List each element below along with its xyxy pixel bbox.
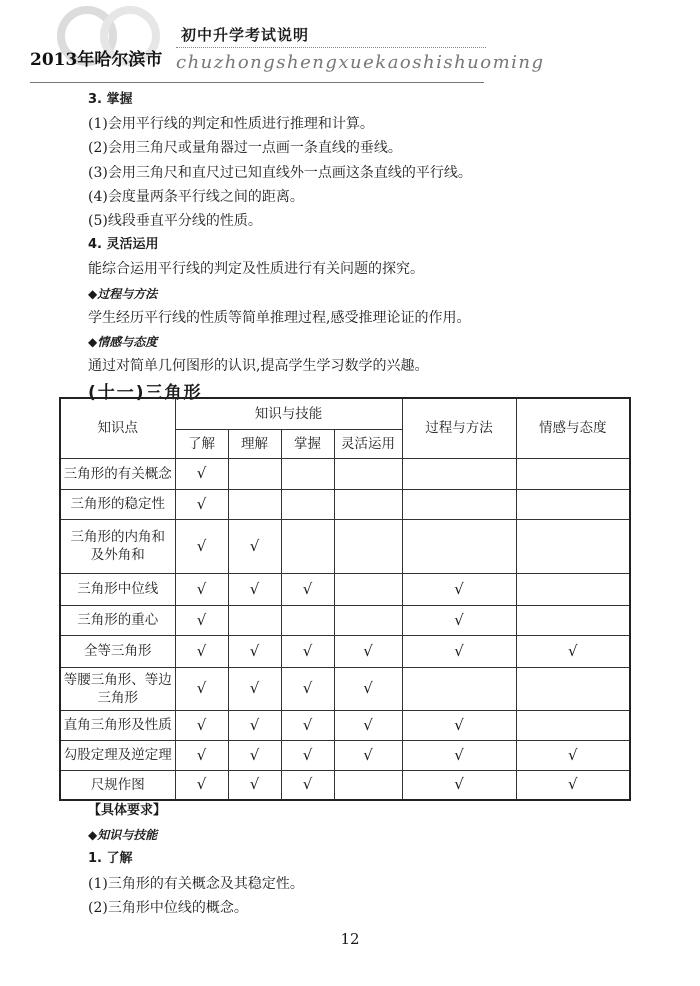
check-cell — [175, 740, 228, 770]
check-cell — [281, 458, 334, 489]
table-row — [60, 710, 630, 740]
check-cell — [516, 489, 630, 519]
check-cell — [281, 710, 334, 740]
row-name-part: 三角形的内角和 — [70, 529, 165, 545]
header-skill-understand: 了解 — [175, 429, 228, 458]
table-row — [60, 458, 630, 489]
checkmark-icon: √ — [249, 775, 260, 794]
row-knowledge-point — [60, 573, 175, 605]
table-row — [60, 740, 630, 770]
check-cell — [175, 489, 228, 519]
check-cell — [334, 573, 402, 605]
checkmark-icon: √ — [363, 679, 373, 697]
table-row — [60, 573, 630, 605]
check-cell — [516, 458, 630, 489]
checkmark-icon: √ — [196, 641, 207, 660]
check-cell — [334, 740, 402, 770]
check-cell — [281, 740, 334, 770]
bullet-line: ◆情感与态度 — [88, 334, 158, 349]
check-cell — [516, 635, 630, 667]
page-number: 12 — [340, 930, 360, 948]
check-cell — [402, 489, 516, 519]
check-cell — [281, 605, 334, 635]
checkmark-icon: √ — [249, 641, 260, 660]
content-before-table — [88, 88, 648, 408]
check-cell — [334, 667, 402, 710]
check-cell — [228, 667, 281, 710]
check-cell — [402, 635, 516, 667]
checkmark-icon: √ — [454, 610, 464, 629]
checkmark-icon: √ — [454, 579, 464, 598]
body-line: 学生经历平行线的性质等简单推理过程,感受推理论证的作用。 — [88, 309, 471, 326]
content-after-table — [88, 799, 648, 920]
checkmark-icon: √ — [363, 715, 373, 734]
knowledge-table — [59, 397, 631, 801]
row-knowledge-point — [60, 667, 175, 710]
check-cell — [281, 635, 334, 667]
check-cell — [175, 458, 228, 489]
check-cell — [516, 770, 630, 800]
header-skill-master: 掌握 — [281, 429, 334, 458]
checkmark-icon: √ — [249, 536, 260, 555]
checkmark-icon: √ — [302, 745, 313, 764]
check-cell — [334, 605, 402, 635]
table-row — [60, 489, 630, 519]
check-cell — [402, 667, 516, 710]
row-name-part: 及外角和 — [90, 547, 145, 563]
body-line: (2)会用三角尺或量角器过一点画一条直线的垂线。 — [88, 140, 402, 157]
bracket-line: 【具体要求】 — [88, 803, 167, 818]
header-dotted-rule — [176, 47, 486, 48]
header-title: 初中升学考试说明 — [181, 26, 310, 44]
header-skills-group: 知识与技能 — [175, 398, 402, 429]
check-cell — [175, 635, 228, 667]
check-cell — [516, 740, 630, 770]
section-title: (十一)三角形 — [88, 383, 203, 404]
year-city-label: 2013年哈尔滨市 — [30, 50, 163, 70]
body-line: 通过对简单几何图形的认识,提高学生学习数学的兴趣。 — [88, 358, 429, 375]
header-skill-comprehend: 理解 — [228, 429, 281, 458]
check-cell — [228, 770, 281, 800]
check-cell — [516, 605, 630, 635]
check-cell — [516, 667, 630, 710]
header-knowledge-point: 知识点 — [60, 398, 175, 458]
check-cell — [402, 770, 516, 800]
subhead-line: 3. 掌握 — [88, 92, 133, 107]
check-cell — [228, 740, 281, 770]
check-cell — [281, 519, 334, 573]
checkmark-icon: √ — [302, 679, 313, 697]
check-cell — [516, 573, 630, 605]
checkmark-icon: √ — [196, 579, 207, 598]
check-cell — [281, 489, 334, 519]
page-header — [0, 0, 700, 90]
row-knowledge-point — [60, 710, 175, 740]
body-line: (2)三角形中位线的概念。 — [88, 899, 248, 916]
row-name-part: 三角形的有关概念 — [63, 465, 172, 482]
body-line: 能综合运用平行线的判定及性质进行有关问题的探究。 — [88, 261, 424, 278]
checkmark-icon: √ — [302, 715, 313, 734]
check-cell — [281, 573, 334, 605]
check-cell — [334, 770, 402, 800]
subhead-line: 1. 了解 — [88, 851, 133, 867]
checkmark-icon: √ — [249, 715, 260, 734]
bullet-line: ◆知识与技能 — [88, 828, 158, 843]
checkmark-icon: √ — [196, 679, 207, 697]
row-name-part: 三角形中位线 — [77, 581, 159, 597]
body-line: (1)会用平行线的判定和性质进行推理和计算。 — [88, 116, 374, 133]
row-knowledge-point — [60, 458, 175, 489]
checkmark-icon: √ — [567, 641, 578, 660]
checkmark-icon: √ — [196, 610, 207, 629]
checkmark-icon: √ — [302, 579, 313, 598]
body-line: (1)三角形的有关概念及其稳定性。 — [88, 875, 304, 892]
checkmark-icon: √ — [302, 641, 313, 660]
header-skill-flexible: 灵活运用 — [334, 429, 402, 458]
row-knowledge-point — [60, 635, 175, 667]
header-pinyin: chuzhongshengxuekaoshishuoming — [176, 52, 545, 73]
check-cell — [228, 458, 281, 489]
checkmark-icon: √ — [249, 679, 260, 697]
row-name-part: 等腰三角形、等边 — [63, 671, 172, 688]
check-cell — [175, 573, 228, 605]
check-cell — [175, 710, 228, 740]
check-cell — [175, 605, 228, 635]
body-line: (4)会度量两条平行线之间的距离。 — [88, 188, 304, 205]
table-row — [60, 605, 630, 635]
checkmark-icon: √ — [454, 641, 464, 660]
row-knowledge-point — [60, 489, 175, 519]
rings-logo-icon — [42, 4, 182, 84]
table-row — [60, 667, 630, 710]
row-name-part: 勾股定理及逆定理 — [63, 747, 172, 763]
check-cell — [516, 519, 630, 573]
header-process: 过程与方法 — [402, 398, 516, 458]
row-knowledge-point — [60, 605, 175, 635]
check-cell — [402, 605, 516, 635]
check-cell — [281, 667, 334, 710]
row-name-part: 全等三角形 — [84, 643, 152, 659]
checkmark-icon: √ — [196, 745, 207, 764]
check-cell — [334, 519, 402, 573]
row-name-part: 三角形 — [97, 689, 138, 706]
row-name-part: 尺规作图 — [90, 776, 145, 793]
row-name-part: 三角形的稳定性 — [70, 496, 165, 512]
checkmark-icon: √ — [196, 715, 207, 734]
check-cell — [175, 770, 228, 800]
check-cell — [175, 667, 228, 710]
body-line: (5)线段垂直平分线的性质。 — [88, 212, 262, 229]
row-name-part: 三角形的重心 — [77, 612, 159, 628]
table-row — [60, 519, 630, 573]
bullet-line: ◆过程与方法 — [88, 286, 158, 301]
check-cell — [402, 573, 516, 605]
checkmark-icon: √ — [249, 579, 260, 598]
checkmark-icon: √ — [196, 494, 207, 513]
header-attitude: 情感与态度 — [516, 398, 630, 458]
header-rule — [30, 82, 484, 83]
check-cell — [516, 710, 630, 740]
checkmark-icon: √ — [196, 775, 207, 794]
checkmark-icon: √ — [196, 536, 207, 555]
checkmark-icon: √ — [363, 641, 373, 660]
checkmark-icon: √ — [249, 745, 260, 764]
checkmark-icon: √ — [454, 715, 464, 734]
check-cell — [402, 519, 516, 573]
check-cell — [402, 458, 516, 489]
row-name-part: 直角三角形及性质 — [63, 717, 172, 733]
checkmark-icon: √ — [454, 775, 464, 794]
checkmark-icon: √ — [302, 775, 313, 794]
check-cell — [334, 489, 402, 519]
row-knowledge-point — [60, 519, 175, 573]
row-knowledge-point — [60, 770, 175, 800]
row-knowledge-point — [60, 740, 175, 770]
check-cell — [228, 573, 281, 605]
check-cell — [228, 519, 281, 573]
check-cell — [402, 740, 516, 770]
table-row — [60, 770, 630, 800]
table-row — [60, 635, 630, 667]
check-cell — [334, 635, 402, 667]
subhead-line: 4. 灵活运用 — [88, 237, 159, 253]
checkmark-icon: √ — [454, 745, 464, 764]
checkmark-icon: √ — [567, 745, 578, 764]
check-cell — [334, 710, 402, 740]
checkmark-icon: √ — [567, 775, 578, 794]
checkmark-icon: √ — [196, 464, 207, 482]
check-cell — [402, 710, 516, 740]
check-cell — [228, 710, 281, 740]
checkmark-icon: √ — [363, 745, 373, 764]
check-cell — [228, 489, 281, 519]
check-cell — [228, 605, 281, 635]
check-cell — [228, 635, 281, 667]
check-cell — [175, 519, 228, 573]
check-cell — [281, 770, 334, 800]
body-line: (3)会用三角尺和直尺过已知直线外一点画这条直线的平行线。 — [88, 164, 472, 181]
check-cell — [334, 458, 402, 489]
